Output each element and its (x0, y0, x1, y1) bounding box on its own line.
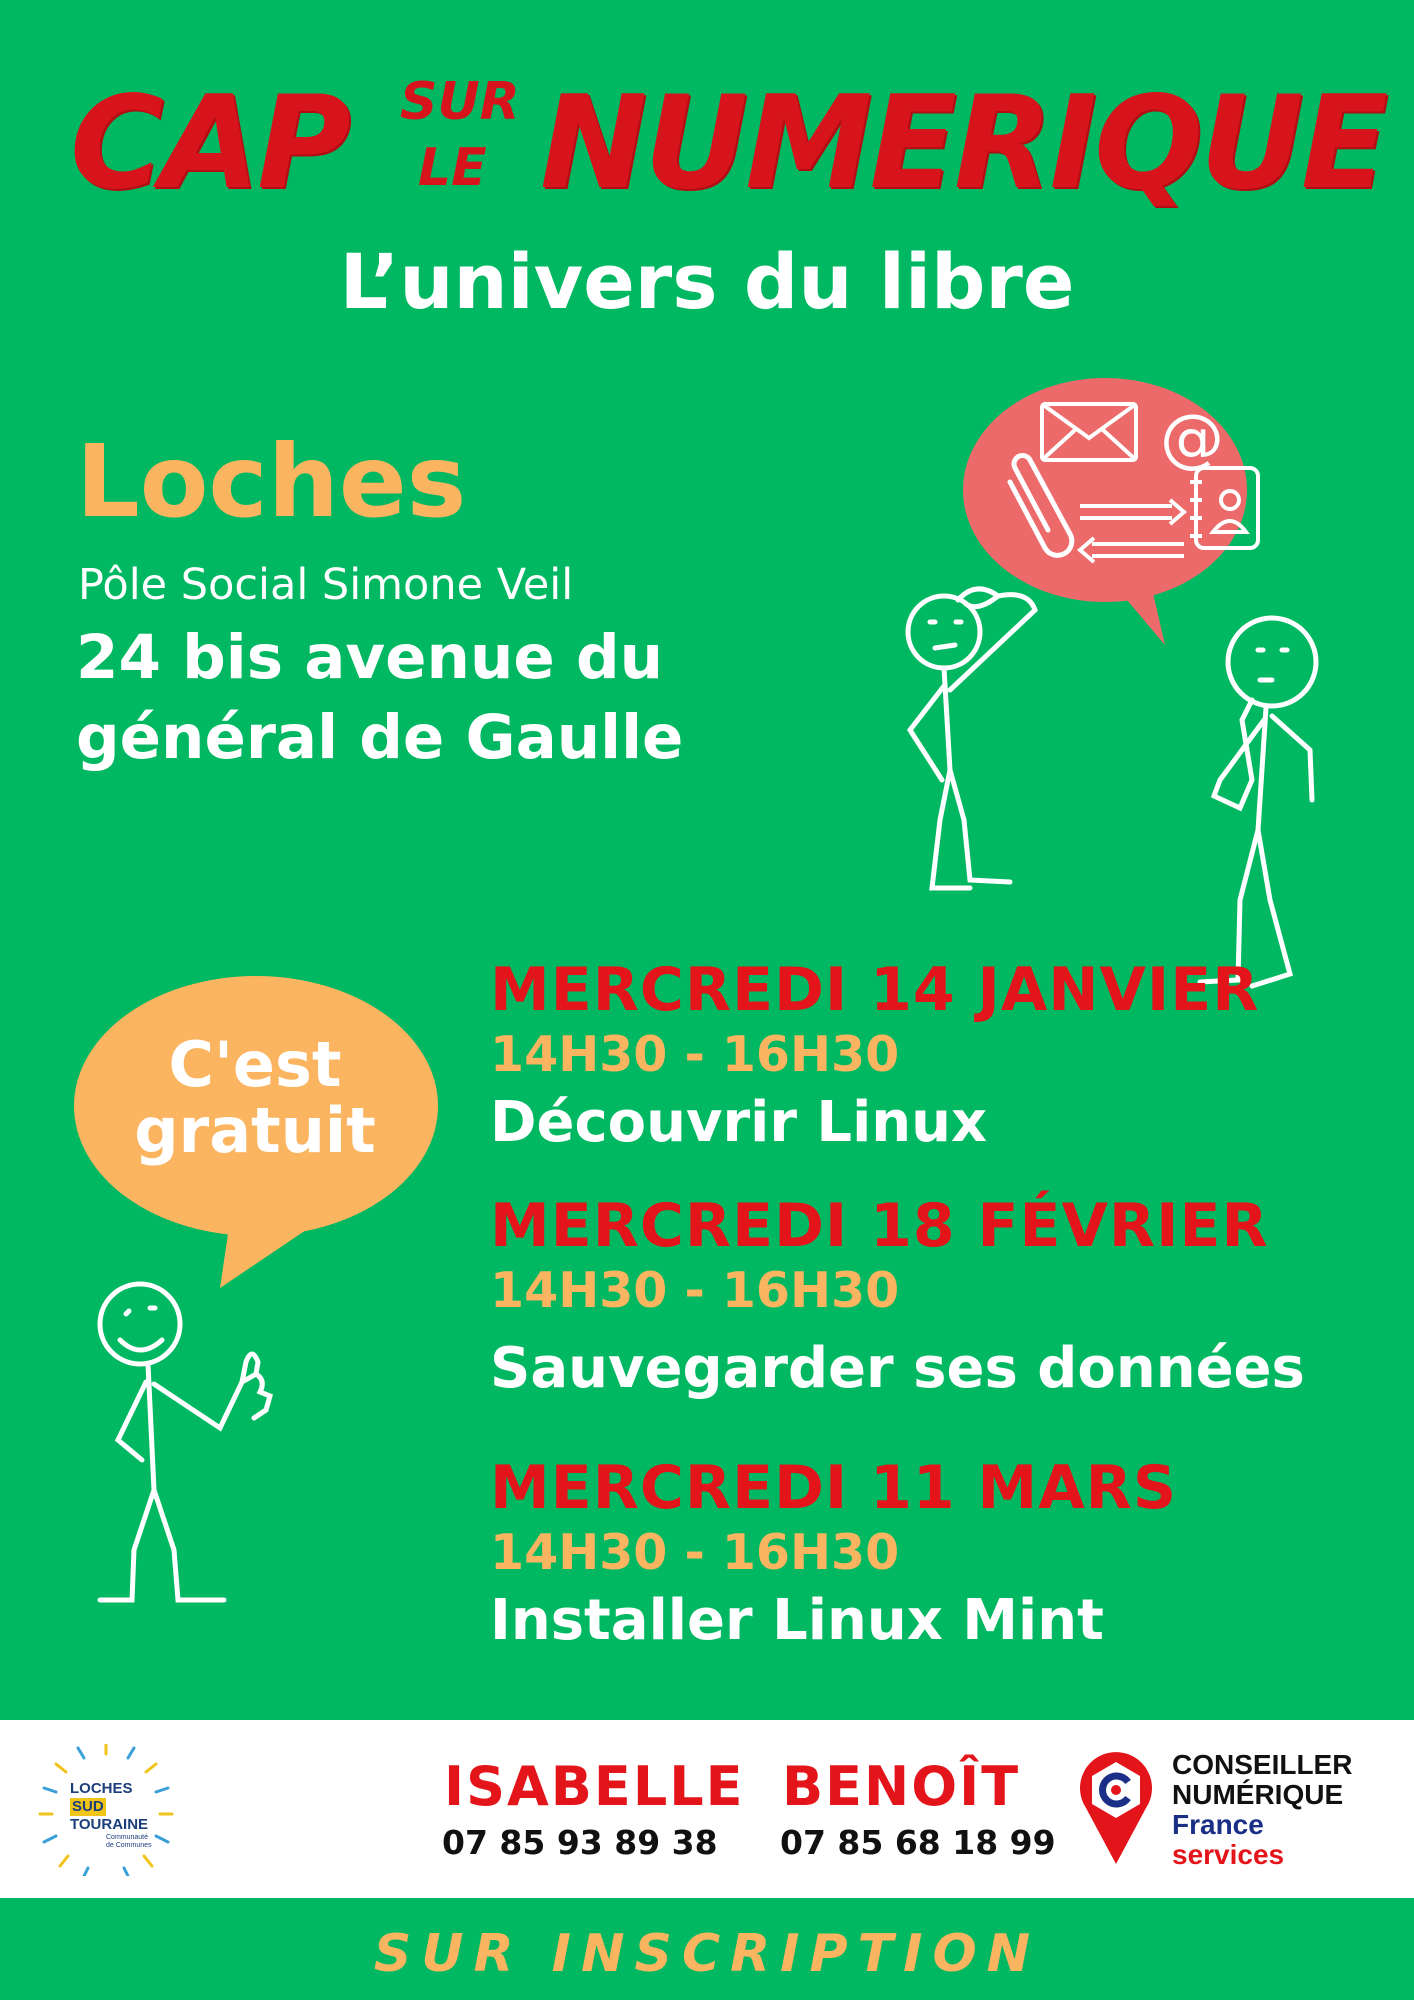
free-badge-line-1: C'est (168, 1028, 342, 1101)
contact-name-isabelle: ISABELLE (444, 1755, 745, 1818)
logo-right-line-4: services (1172, 1839, 1285, 1870)
session-time: 14H30 - 16H30 (490, 1262, 900, 1319)
logo-right-line-3: France (1172, 1809, 1264, 1840)
venue-name: Pôle Social Simone Veil (78, 560, 574, 610)
session-1 (490, 955, 1260, 1155)
stick-figure-thinking (908, 589, 1035, 888)
address-line-2: général de Gaulle (76, 702, 684, 773)
session-topic: Découvrir Linux (490, 1090, 988, 1155)
free-badge-line-2: gratuit (134, 1094, 376, 1167)
title-sur: SUR (400, 72, 520, 132)
contact-phone-isabelle: 07 85 93 89 38 (442, 1823, 718, 1862)
conseiller-numerique-logo (1080, 1748, 1380, 1878)
title-cap: CAP (70, 69, 348, 218)
stick-figure-thumbs-up (100, 1284, 270, 1600)
session-date: MERCREDI 18 FÉVRIER (490, 1191, 1269, 1261)
session-topic: Sauvegarder ses données (490, 1336, 1305, 1401)
location-pin-icon (1080, 1748, 1152, 1866)
at-sign-icon: @ (1160, 402, 1224, 476)
title-numerique: NUMERIQUE (540, 69, 1386, 218)
contact-name-benoit: BENOÎT (782, 1755, 1021, 1818)
session-2 (490, 1191, 1305, 1401)
session-date: MERCREDI 11 MARS (490, 1453, 1178, 1523)
session-time: 14H30 - 16H30 (490, 1026, 900, 1083)
contact-band (0, 1720, 1414, 1898)
free-badge (90, 1028, 420, 1167)
registration-note: SUR INSCRIPTION (373, 1924, 1041, 1984)
session-topic: Installer Linux Mint (490, 1588, 1104, 1653)
logo-left-line-2: SUD (72, 1798, 104, 1815)
address (76, 618, 716, 778)
session-date: MERCREDI 14 JANVIER (490, 955, 1260, 1025)
loches-sud-touraine-logo (36, 1744, 176, 1876)
address-line-1: 24 bis avenue du (76, 622, 664, 693)
logo-left-line-1: LOCHES (70, 1780, 133, 1797)
logo-right-line-1: CONSEILLER (1172, 1749, 1353, 1780)
logo-left-line-5: de Communes (106, 1842, 152, 1849)
stick-figure-pondering (1200, 618, 1316, 986)
logo-left-line-4: Communauté (106, 1834, 149, 1841)
people-chatting-illustration (880, 360, 1340, 1000)
main-title (70, 62, 1386, 222)
logo-right-line-2: NUMÉRIQUE (1172, 1779, 1344, 1810)
logo-left-line-3: TOURAINE (70, 1816, 149, 1833)
title-le: LE (418, 138, 487, 198)
contact-phone-benoit: 07 85 68 18 99 (780, 1823, 1056, 1862)
subtitle: L’univers du libre (339, 237, 1075, 326)
city-name: Loches (76, 423, 467, 540)
session-time: 14H30 - 16H30 (490, 1524, 900, 1581)
session-3 (490, 1453, 1178, 1653)
